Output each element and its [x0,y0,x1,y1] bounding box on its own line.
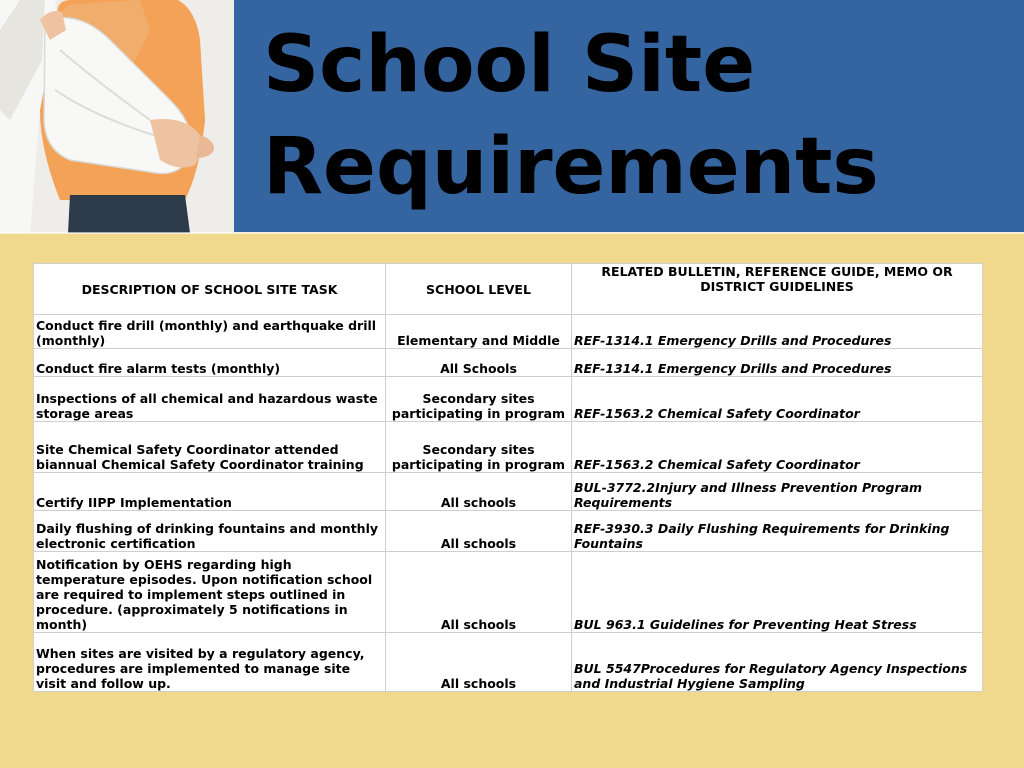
level-cell: All schools [386,473,572,511]
table-row [34,422,983,473]
header-reference: RELATED BULLETIN, REFERENCE GUIDE, MEMO OR DISTRICT GUIDELINES [572,264,983,315]
table-row [34,511,983,552]
level-cell: All schools [386,511,572,552]
task-cell: Conduct fire alarm tests (monthly) [34,349,386,377]
task-cell: When sites are visited by a regulatory agency, procedures are implemented to manage site visit and follow up. [34,633,386,692]
reference-cell: REF-3930.3 Daily Flushing Requirements for Drinking Fountains [572,511,983,552]
title-line-1: School Site [263,20,756,110]
header-school-level: SCHOOL LEVEL [386,264,572,315]
task-cell: Daily flushing of drinking fountains and monthly electronic certification [34,511,386,552]
banner-divider [0,232,1024,234]
level-cell: Secondary sites participating in program [386,422,572,473]
task-cell: Conduct fire drill (monthly) and earthquake drill (monthly) [34,315,386,349]
table-row [34,349,983,377]
level-cell: All Schools [386,349,572,377]
reference-cell: BUL 963.1 Guidelines for Preventing Heat Stress [572,552,983,633]
table-row [34,473,983,511]
level-cell: All schools [386,552,572,633]
reference-cell: REF-1563.2 Chemical Safety Coordinator [572,422,983,473]
task-cell: Site Chemical Safety Coordinator attended biannual Chemical Safety Coordinator training [34,422,386,473]
header-description: DESCRIPTION OF SCHOOL SITE TASK [34,264,386,315]
level-cell: Secondary sites participating in program [386,377,572,422]
table-header-row [34,264,983,315]
reference-cell: REF-1314.1 Emergency Drills and Procedures [572,349,983,377]
task-cell: Notification by OEHS regarding high temperature episodes. Upon notification school are required to implement steps outlined in procedure. (approximately 5 notifications in month) [34,552,386,633]
task-cell: Certify IIPP Implementation [34,473,386,511]
reference-cell: REF-1563.2 Chemical Safety Coordinator [572,377,983,422]
header-photo [0,0,234,233]
title-line-2: Requirements [263,122,879,212]
page-title [263,14,879,218]
requirements-table [33,263,983,692]
level-cell: All schools [386,633,572,692]
table-row [34,552,983,633]
reference-cell: BUL 5547Procedures for Regulatory Agency Inspections and Industrial Hygiene Sampling [572,633,983,692]
table-row [34,633,983,692]
arm-sling-photo [0,0,234,233]
reference-cell: BUL-3772.2Injury and Illness Prevention Program Requirements [572,473,983,511]
task-cell: Inspections of all chemical and hazardous waste storage areas [34,377,386,422]
table-row [34,377,983,422]
level-cell: Elementary and Middle [386,315,572,349]
table-row [34,315,983,349]
reference-cell: REF-1314.1 Emergency Drills and Procedures [572,315,983,349]
